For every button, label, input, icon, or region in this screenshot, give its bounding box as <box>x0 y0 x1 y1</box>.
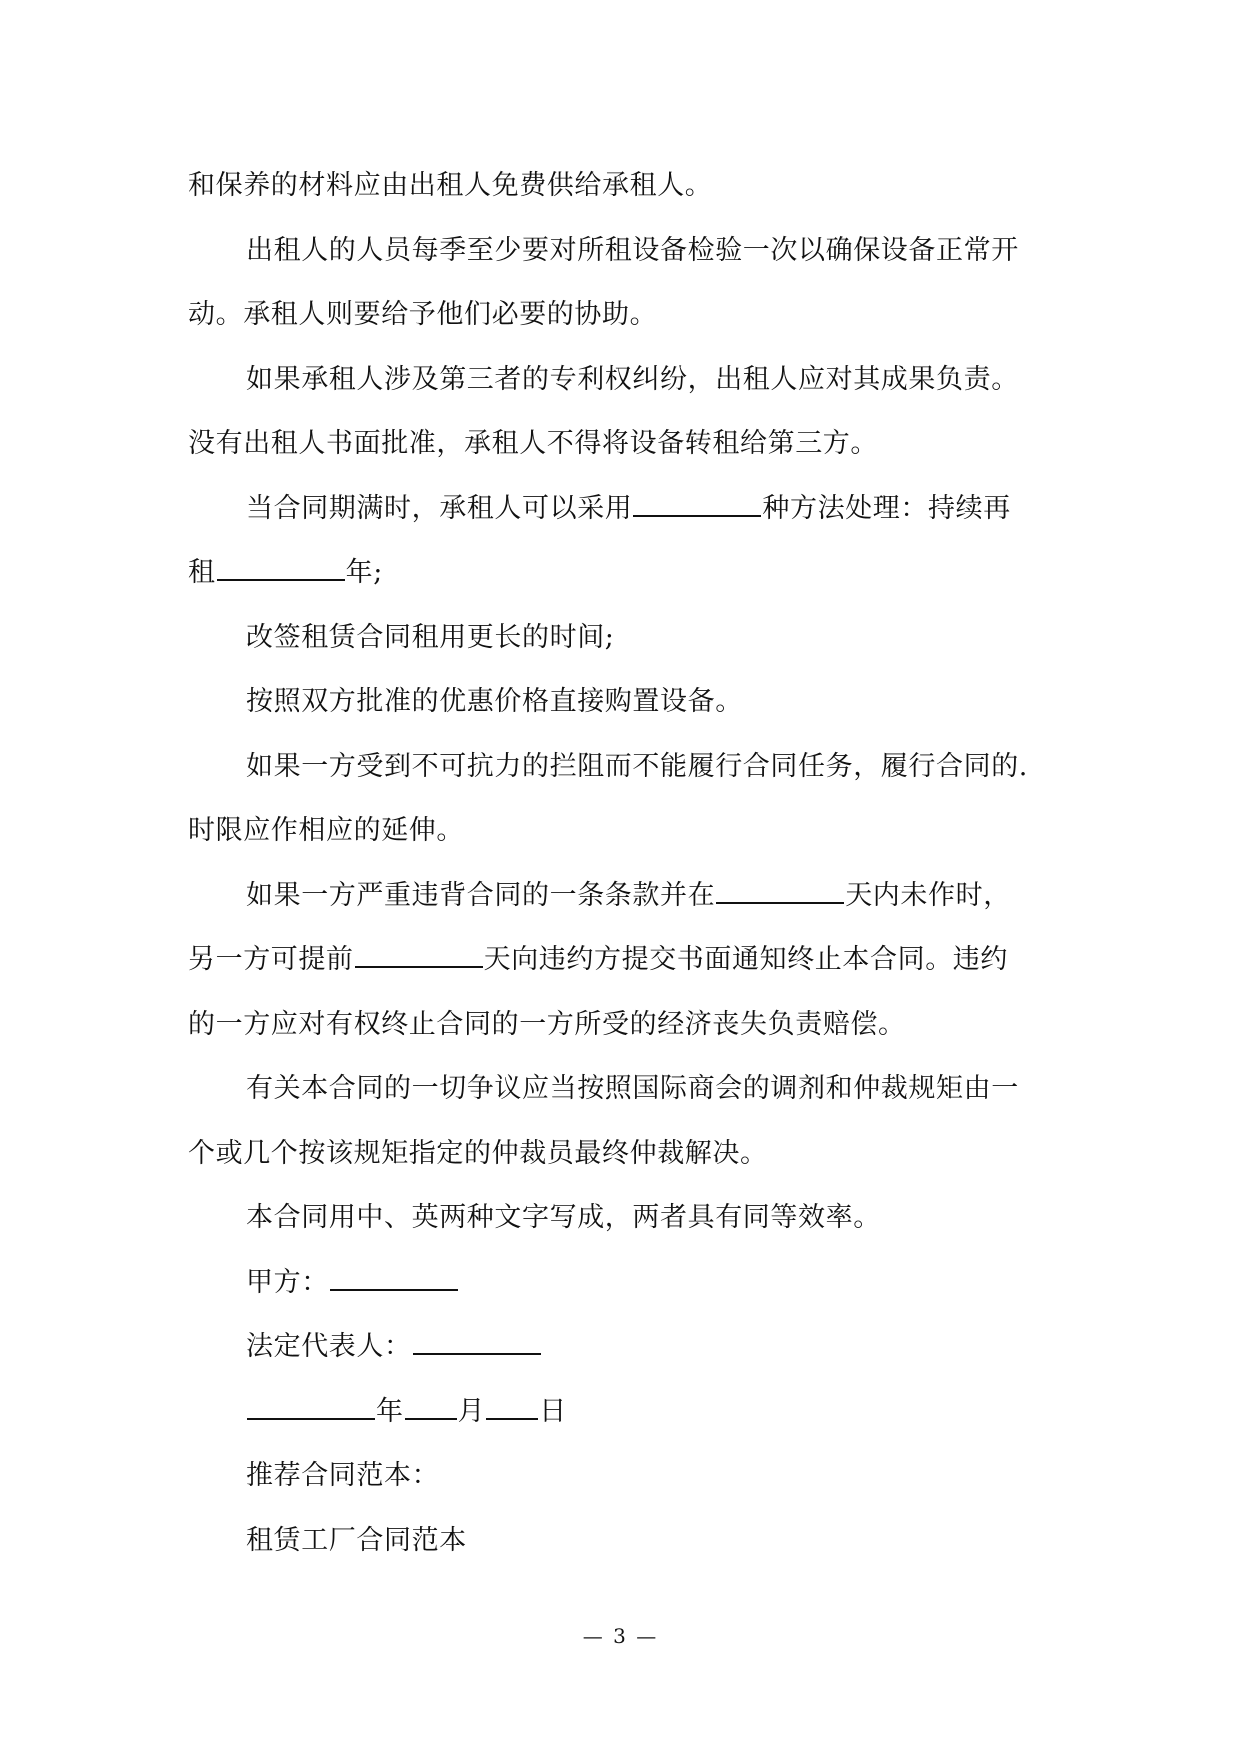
text-line <box>188 799 1068 864</box>
text-line <box>188 735 1068 800</box>
text-segment: 按照双方批准的优惠价格直接购置设备。 <box>246 686 743 717</box>
fill-in-blank <box>413 1329 541 1355</box>
document-body <box>188 154 1068 1573</box>
text-segment: 本合同用中、英两种文字写成，两者具有同等效率。 <box>246 1202 881 1233</box>
text-segment: 租 <box>188 557 216 588</box>
text-segment: 出租人的人员每季至少要对所租设备检验一次以确保设备正常开 <box>246 234 1019 266</box>
text-line <box>188 154 1068 219</box>
text-line <box>188 928 1068 993</box>
text-segment: 改签租赁合同租用更长的时间; <box>246 621 615 653</box>
fill-in-blank <box>716 878 844 904</box>
text-segment: 个或几个按该规矩指定的仲裁员最终仲裁解决。 <box>188 1137 768 1169</box>
fill-in-blank <box>486 1394 538 1420</box>
text-segment: 年; <box>345 557 383 588</box>
fill-in-blank <box>355 942 483 968</box>
text-line <box>188 477 1068 542</box>
text-segment: 如果一方严重违背合同的一条条款并在 <box>246 879 716 911</box>
text-segment: 租赁工厂合同范本 <box>246 1524 467 1556</box>
text-line <box>188 1122 1068 1187</box>
text-segment: 甲方： <box>246 1266 329 1298</box>
text-line <box>188 1057 1068 1122</box>
text-line <box>188 1315 1068 1380</box>
text-line <box>188 541 1068 606</box>
text-segment: 月 <box>457 1395 486 1427</box>
text-segment: 和保养的材料应由出租人免费供给承租人。 <box>188 170 713 201</box>
text-line <box>188 1509 1068 1574</box>
text-segment: 天向违约方提交书面通知终止本合同。违约 <box>483 944 1009 975</box>
text-segment: 日 <box>539 1395 567 1427</box>
text-segment: 动。承租人则要给予他们必要的协助。 <box>188 299 658 330</box>
text-segment: 有关本合同的一切争议应当按照国际商会的调剂和仲裁规矩由一 <box>246 1073 1019 1104</box>
text-segment: 如果一方受到不可抗力的拦阻而不能履行合同任务，履行合同的. <box>246 750 1028 782</box>
text-segment: 种方法处理：持续再 <box>762 492 1011 524</box>
text-line <box>188 219 1068 284</box>
text-segment: 当合同期满时，承租人可以采用 <box>246 492 633 524</box>
text-segment: 天内未作时， <box>845 879 1011 911</box>
text-line <box>188 1251 1068 1316</box>
fill-in-blank <box>217 555 345 581</box>
text-segment: 如果承租人涉及第三者的专利权纠纷，出租人应对其成果负责。 <box>246 363 1019 395</box>
text-segment: 另一方可提前 <box>188 944 354 975</box>
text-line <box>188 1444 1068 1509</box>
text-line <box>188 1186 1068 1251</box>
text-line <box>188 864 1068 929</box>
text-segment: 年 <box>376 1395 404 1427</box>
text-segment: 时限应作相应的延伸。 <box>188 815 464 846</box>
text-line <box>188 1380 1068 1445</box>
text-line <box>188 670 1068 735</box>
text-line <box>188 283 1068 348</box>
fill-in-blank <box>405 1394 457 1420</box>
text-segment: 法定代表人： <box>246 1331 412 1362</box>
text-segment: 没有出租人书面批准，承租人不得将设备转租给第三方。 <box>188 428 878 459</box>
text-segment: 推荐合同范本： <box>246 1460 440 1491</box>
page-number: — 3 — <box>582 1624 659 1648</box>
fill-in-blank <box>633 491 761 517</box>
fill-in-blank <box>330 1265 458 1291</box>
text-line <box>188 412 1068 477</box>
text-line <box>188 348 1068 413</box>
text-segment: 的一方应对有权终止合同的一方所受的经济丧失负责赔偿。 <box>188 1008 906 1040</box>
fill-in-blank <box>247 1394 375 1420</box>
text-line <box>188 993 1068 1058</box>
text-line <box>188 606 1068 671</box>
